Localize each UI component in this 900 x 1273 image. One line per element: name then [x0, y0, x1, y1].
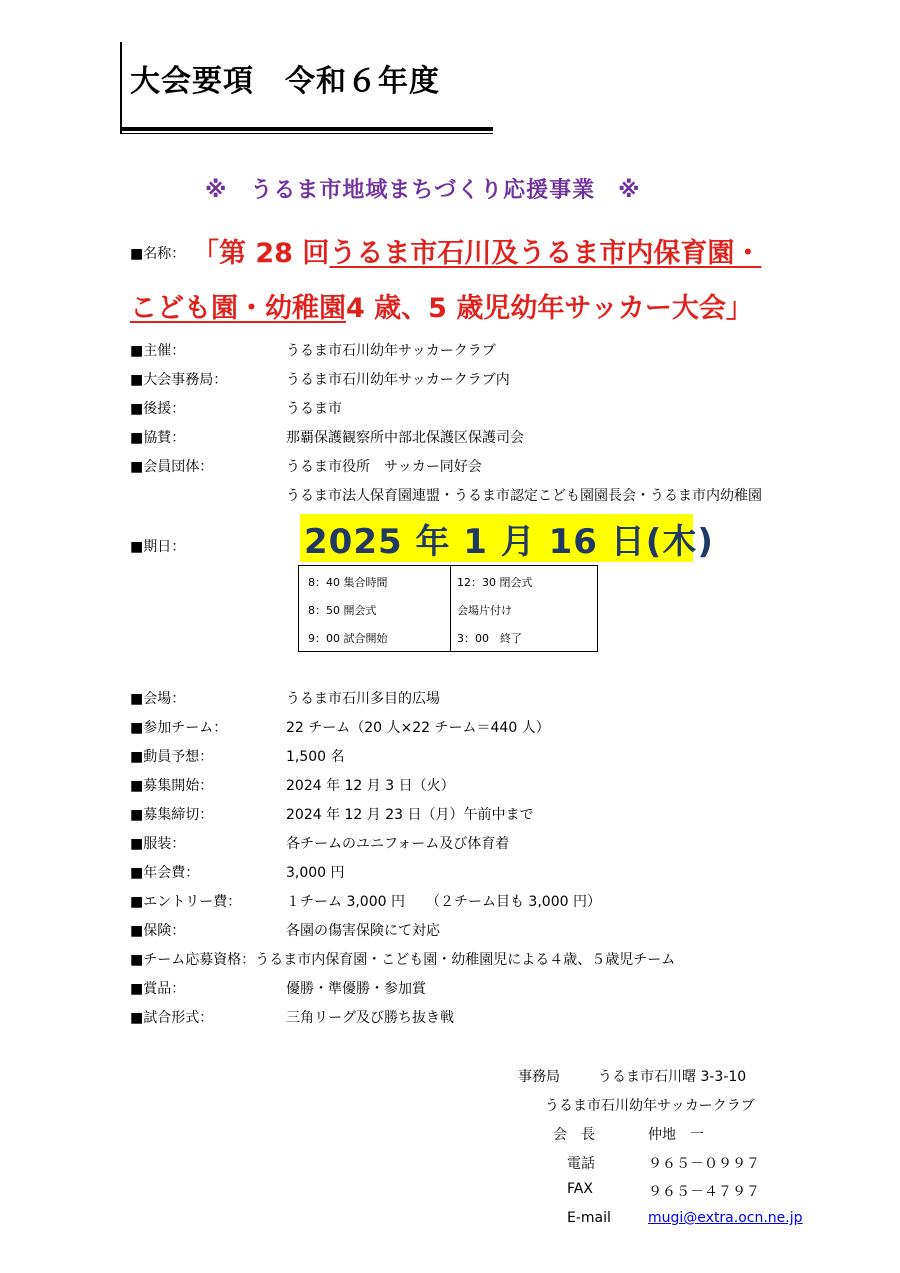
info-value: 三角リーグ及び勝ち抜き戦: [286, 1010, 454, 1026]
header-border-left: [120, 42, 122, 134]
subtitle: ※ うるま市地域まちづくり応援事業 ※: [205, 178, 641, 203]
event-name-underlined-1: うるま市石川及うるま市内保育園・: [329, 238, 762, 269]
page-title: 大会要項 令和６年度: [130, 64, 440, 99]
members-continuation: うるま市法人保育園連盟・うるま市認定こども園園長会・うるま市内幼稚園: [286, 488, 762, 504]
info-label: ■募集開始：: [130, 778, 214, 794]
office-club: うるま市石川幼年サッカークラブ: [545, 1098, 755, 1114]
info-label: ■参加チーム：: [130, 720, 228, 736]
chair-label: 会 長: [553, 1127, 595, 1143]
info-label: ■後援：: [130, 401, 186, 417]
office-address: うるま市石川曙 3-3-10: [598, 1069, 747, 1085]
info-label: ■服装：: [130, 836, 186, 852]
info-value: 3,000 円: [286, 865, 345, 881]
event-name-line2: [130, 286, 753, 325]
email-link[interactable]: mugi@extra.ocn.ne.jp: [648, 1210, 803, 1226]
info-value: １チーム 3,000 円 （２チーム目も 3,000 円）: [286, 894, 601, 910]
info-label: ■会場：: [130, 691, 186, 707]
schedule-divider: [450, 566, 451, 651]
info-label: ■試合形式：: [130, 1010, 214, 1026]
info-value: うるま市石川幼年サッカークラブ内: [286, 372, 510, 388]
event-name-suffix: 4 歳、5 歳児幼年サッカー大会」: [346, 293, 753, 324]
tel-label: 電話: [567, 1156, 595, 1172]
event-name-prefix: 「第 28 回: [192, 238, 330, 269]
header-border-bottom: [120, 127, 493, 131]
schedule-cell: 9：00 試合開始: [308, 632, 388, 645]
info-label: ■年会費：: [130, 865, 200, 881]
header-border-bottom-thin: [120, 133, 493, 134]
info-value: 優勝・準優勝・参加賞: [286, 981, 426, 997]
info-value: うるま市石川幼年サッカークラブ: [286, 343, 496, 359]
info-label: ■エントリー費：: [130, 894, 242, 910]
info-value: 2024 年 12 月 3 日（火）: [286, 778, 455, 794]
info-label: ■大会事務局：: [130, 372, 228, 388]
event-date: 2025 年 1 月 16 日(木): [304, 522, 714, 562]
info-label: ■賞品：: [130, 981, 186, 997]
schedule-cell: 12：30 閉会式: [457, 576, 533, 589]
tel-value: ９６５－０９９７: [648, 1156, 760, 1172]
schedule-cell: 8：40 集合時間: [308, 576, 388, 589]
fax-value: ９６５－４７９７: [648, 1184, 760, 1200]
date-label: ■期日：: [130, 539, 186, 555]
info-label: ■会員団体：: [130, 459, 214, 475]
fax-label: FAX: [567, 1181, 593, 1197]
schedule-cell: 3：00 終了: [457, 632, 522, 645]
schedule-cell: 会場片付け: [457, 604, 512, 617]
schedule-cell: 8：50 開会式: [308, 604, 377, 617]
info-value: 1,500 名: [286, 749, 345, 765]
name-label: ■名称：: [130, 246, 186, 262]
info-label: ■保険：: [130, 923, 186, 939]
info-label: ■募集締切：: [130, 807, 214, 823]
info-value: うるま市石川多目的広場: [286, 691, 440, 707]
office-label: 事務局: [518, 1069, 560, 1085]
email-label: E-mail: [567, 1210, 611, 1226]
info-value: 那覇保護観察所中部北保護区保護司会: [286, 430, 524, 446]
info-value: 各園の傷害保険にて対応: [286, 923, 440, 939]
info-value: うるま市役所 サッカー同好会: [286, 459, 482, 475]
event-name-line1: [192, 231, 761, 270]
info-label: ■協賛：: [130, 430, 186, 446]
info-value: 22 チーム（20 人×22 チーム＝440 人）: [286, 720, 550, 736]
info-row-eligibility: ■チーム応募資格：うるま市内保育園・こども園・幼稚園児による４歳、５歳児チーム: [130, 952, 676, 968]
chair-name: 仲地 一: [648, 1127, 704, 1143]
event-name-underlined-2: こども園・幼稚園: [130, 293, 346, 324]
info-label: ■主催：: [130, 343, 186, 359]
info-value: 各チームのユニフォーム及び体育着: [286, 836, 510, 852]
schedule-table: [298, 565, 598, 652]
info-value: うるま市: [286, 401, 342, 417]
info-value: 2024 年 12 月 23 日（月）午前中まで: [286, 807, 534, 823]
info-label: ■動員予想：: [130, 749, 214, 765]
